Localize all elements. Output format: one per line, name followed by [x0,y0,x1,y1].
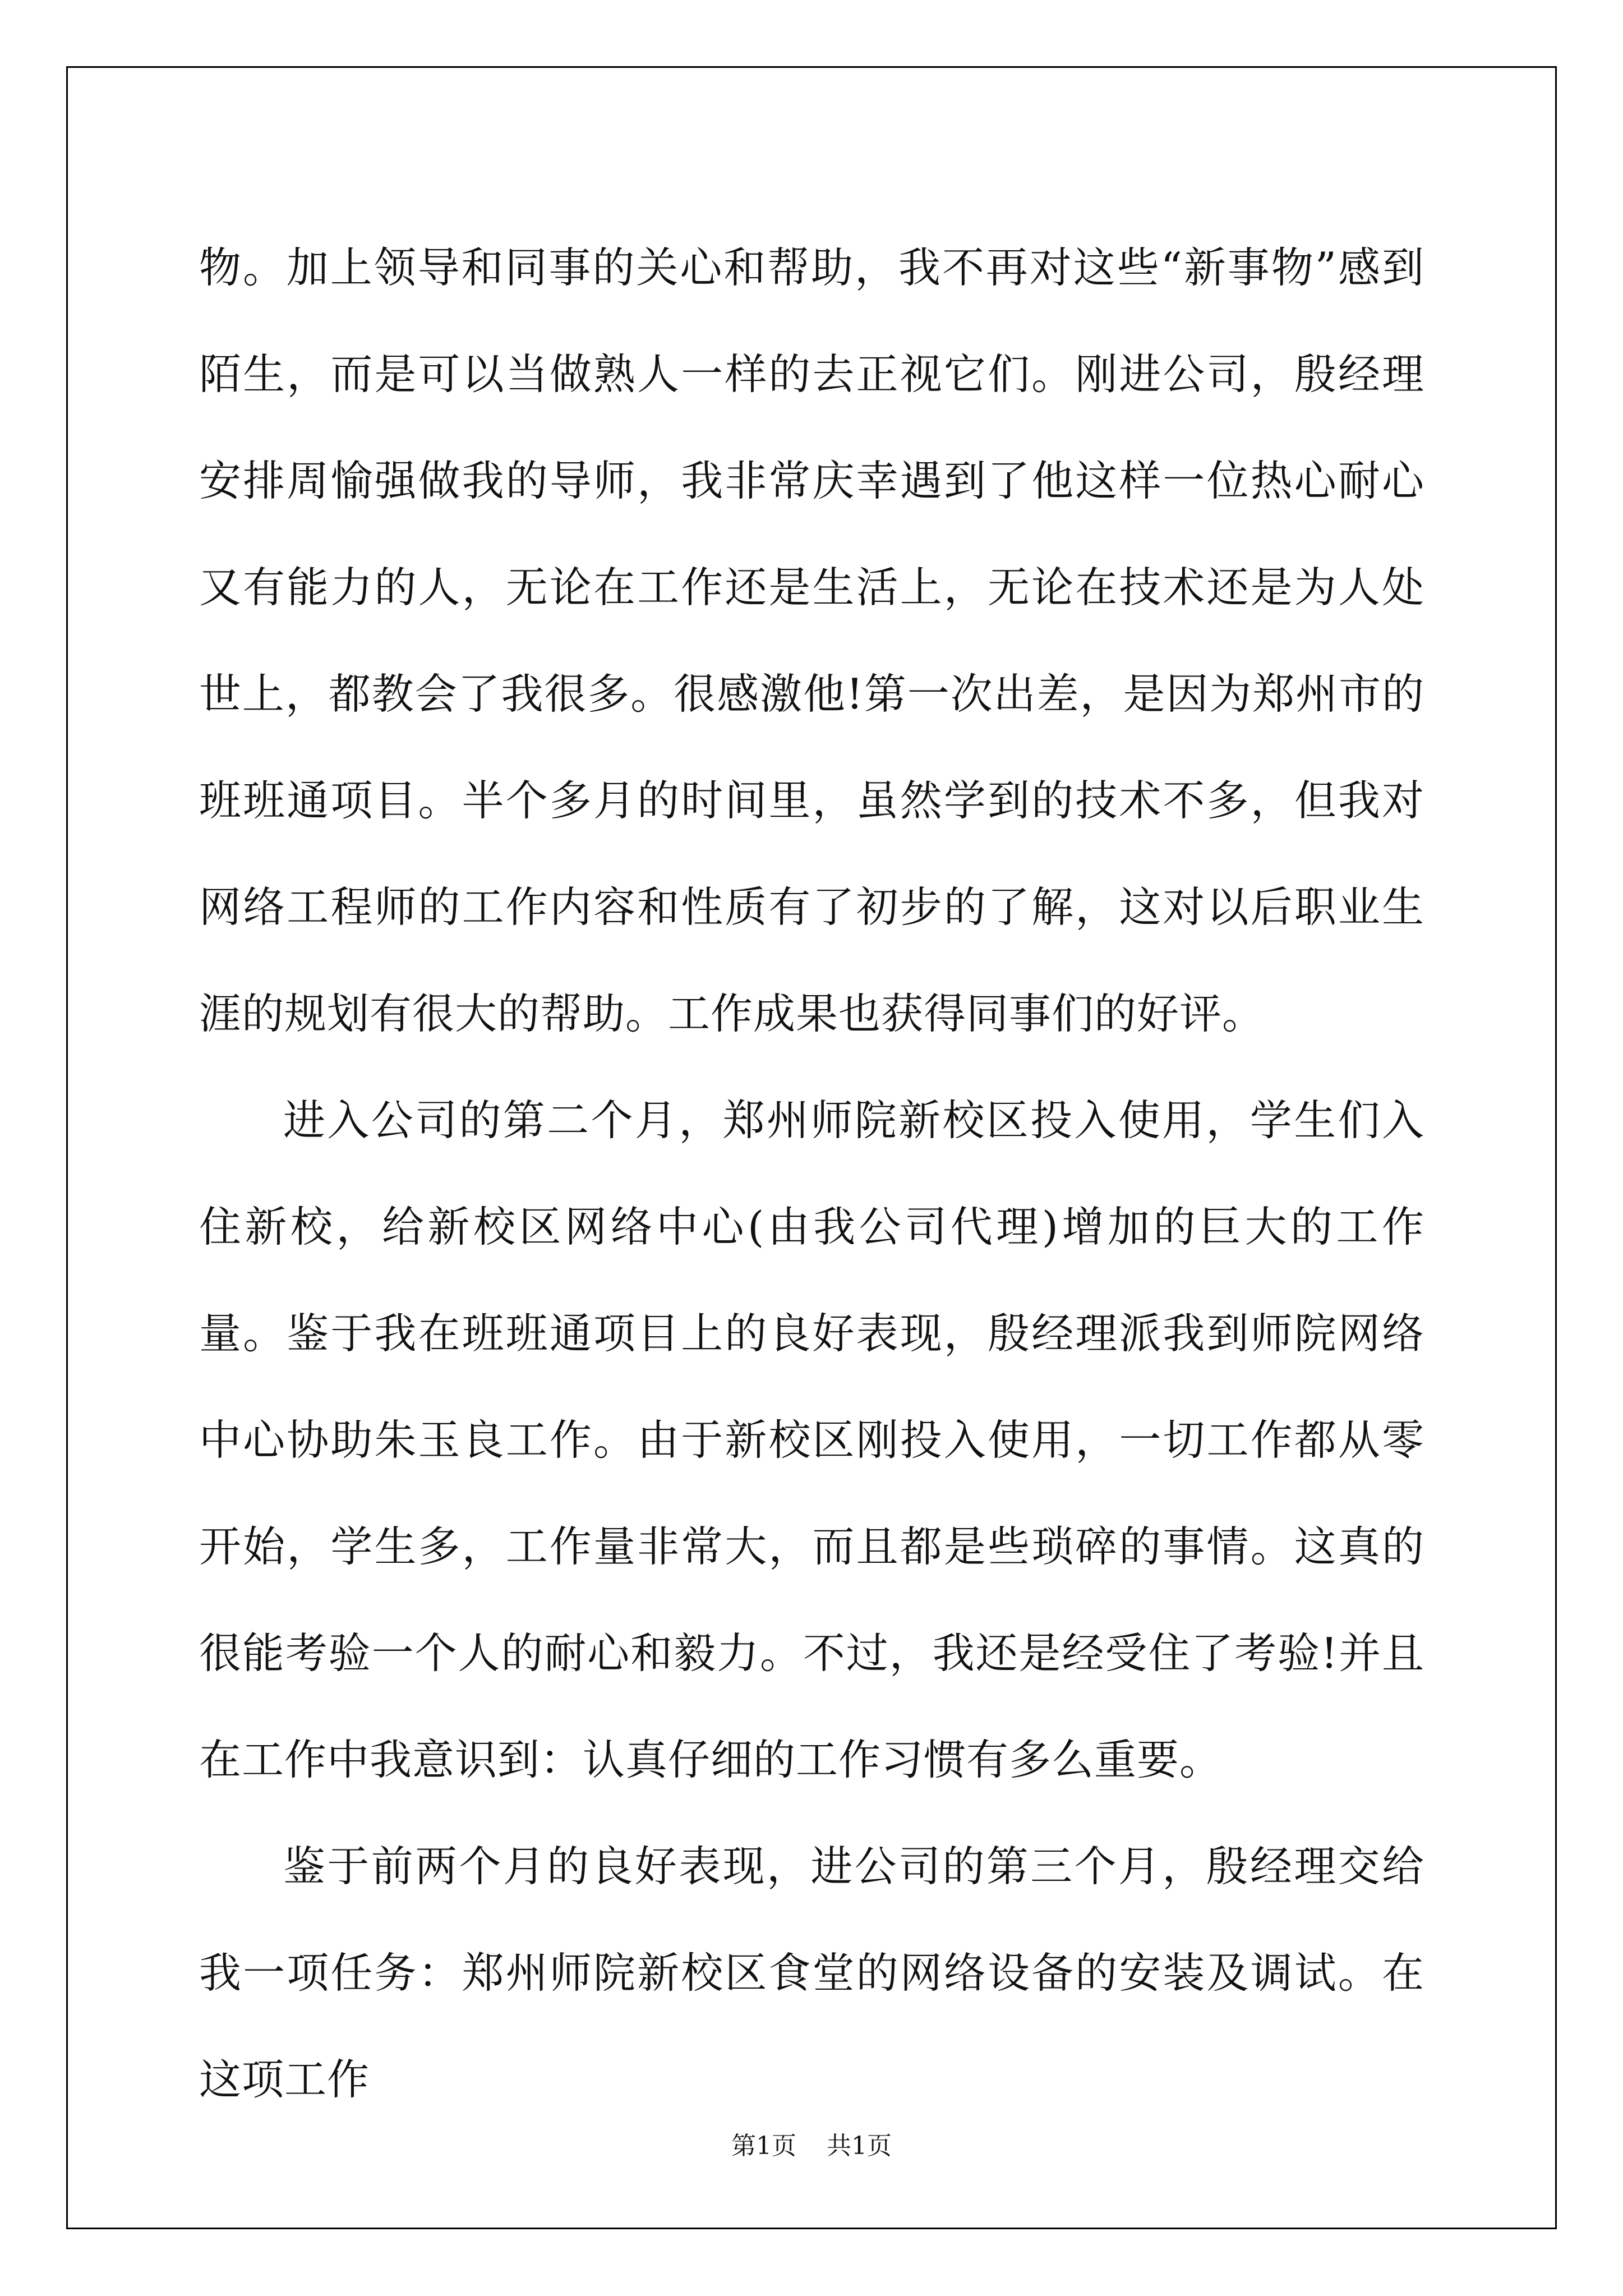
page-footer [0,2129,1623,2163]
paragraph-2: 进入公司的第二个月，郑州师院新校区投入使用，学生们入住新校，给新校区网络中心(由我公司代理)增加的巨大的工作量。鉴于我在班班通项目上的良好表现，殷经理派我到师院网络中心协助朱玉良工作。由于新校区刚投入使用，一切工作都从零开始，学生多，工作量非常大，而且都是些琐碎的事情。这真的很能考验一个人的耐心和毅力。不过，我还是经受住了考验!并且在工作中我意识到：认真仔细的工作习惯有多么重要。 [199,1096,1424,1784]
paragraph-3: 鉴于前两个月的良好表现，进公司的第三个月，殷经理交给我一项任务：郑州师院新校区食堂的网络设备的安装及调试。在这项工作 [199,1842,1424,2104]
page-number: 第1页 [731,2132,796,2160]
paragraph-1: 物。加上领导和同事的关心和帮助，我不再对这些“新事物”感到陌生，而是可以当做熟人一样的去正视它们。刚进公司，殷经理安排周愉强做我的导师，我非常庆幸遇到了他这样一位热心耐心又有能力的人，无论在工作还是生活上，无论在技术还是为人处世上，都教会了我很多。很感激他!第一次出差，是因为郑州市的班班通项目。半个多月的时间里，虽然学到的技术不多，但我对网络工程师的工作内容和性质有了初步的了解，这对以后职业生涯的规划有很大的帮助。工作成果也获得同事们的好评。 [199,243,1424,1038]
page-total: 共1页 [827,2132,892,2160]
document-body [199,214,1424,2133]
